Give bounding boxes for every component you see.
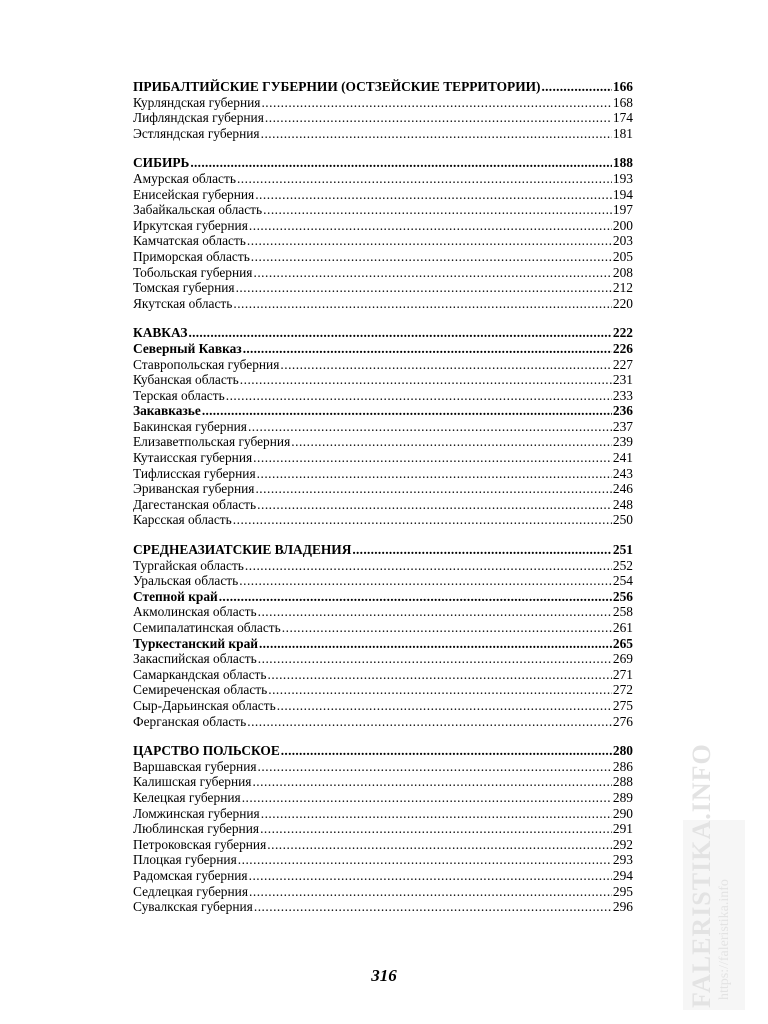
entry-title: Томская губерния (133, 280, 235, 296)
toc-entry (133, 265, 633, 281)
entry-page: 226 (612, 340, 633, 356)
toc-entry (133, 187, 633, 203)
entry-title: Ферганская область (133, 713, 247, 729)
entry-page: 280 (612, 743, 633, 759)
table-of-contents (133, 79, 633, 929)
dot-leader (251, 249, 612, 265)
entry-title: СРЕДНЕАЗИАТСКИЕ ВЛАДЕНИЯ (133, 542, 352, 558)
toc-section (133, 542, 633, 729)
dot-leader (263, 202, 612, 218)
entry-page: 220 (612, 295, 633, 311)
toc-entry (133, 667, 633, 683)
entry-title: Тобольская губерния (133, 264, 253, 280)
dot-leader (265, 110, 612, 126)
entry-title: Плоцкая губерния (133, 852, 237, 868)
toc-section (133, 79, 633, 141)
entry-page: 227 (612, 356, 633, 372)
entry-page: 241 (612, 450, 633, 466)
toc-heading (133, 589, 633, 605)
entry-title: Терская область (133, 387, 225, 403)
toc-entry (133, 512, 633, 528)
toc-entry (133, 280, 633, 296)
entry-page: 275 (612, 697, 633, 713)
dot-leader (240, 372, 612, 388)
entry-title: Ломжинская губерния (133, 805, 260, 821)
dot-leader (261, 806, 612, 822)
entry-page: 272 (612, 682, 633, 698)
entry-page: 254 (612, 573, 633, 589)
toc-heading (133, 542, 633, 558)
entry-page: 168 (612, 94, 633, 110)
entry-page: 205 (612, 248, 633, 264)
entry-page: 288 (612, 774, 633, 790)
toc-entry (133, 434, 633, 450)
entry-page: 269 (612, 651, 633, 667)
toc-heading (133, 155, 633, 171)
entry-page: 293 (612, 852, 633, 868)
watermark (683, 743, 745, 1010)
entry-page: 256 (612, 588, 633, 604)
dot-leader (267, 837, 612, 853)
entry-page: 188 (612, 155, 633, 171)
entry-title: Калишская губерния (133, 774, 252, 790)
toc-entry (133, 573, 633, 589)
entry-title: КАВКАЗ (133, 325, 188, 341)
entry-title: Степной край (133, 588, 218, 604)
toc-entry (133, 837, 633, 853)
entry-page: 291 (612, 821, 633, 837)
dot-leader (260, 821, 612, 837)
toc-entry (133, 714, 633, 730)
entry-page: 248 (612, 496, 633, 512)
toc-entry (133, 218, 633, 234)
entry-title: Ставропольская губерния (133, 356, 280, 372)
toc-entry (133, 388, 633, 404)
entry-title: Уральская область (133, 573, 239, 589)
toc-entry (133, 372, 633, 388)
entry-title: Эриванская губерния (133, 481, 255, 497)
toc-entry (133, 884, 633, 900)
entry-page: 252 (612, 557, 633, 573)
entry-page: 239 (612, 434, 633, 450)
entry-title: Семиреченская область (133, 682, 268, 698)
dot-leader (282, 620, 612, 636)
entry-page: 194 (612, 186, 633, 202)
dot-leader (243, 341, 612, 357)
toc-entry (133, 126, 633, 142)
dot-leader (253, 265, 611, 281)
toc-heading (133, 325, 633, 341)
entry-page: 289 (612, 789, 633, 805)
entry-title: Самаркандская область (133, 666, 267, 682)
dot-leader (258, 651, 612, 667)
entry-page: 233 (612, 387, 633, 403)
dot-leader (237, 171, 612, 187)
toc-entry (133, 852, 633, 868)
dot-leader (249, 218, 612, 234)
toc-heading (133, 743, 633, 759)
entry-title: Карсская область (133, 512, 232, 528)
toc-entry (133, 620, 633, 636)
entry-title: Бакинская губерния (133, 418, 247, 434)
dot-leader (291, 434, 612, 450)
dot-leader (257, 466, 612, 482)
entry-title: Закавказье (133, 403, 201, 419)
toc-entry (133, 171, 633, 187)
dot-leader (239, 573, 612, 589)
entry-title: Сувалкская губерния (133, 899, 253, 915)
entry-page: 271 (612, 666, 633, 682)
toc-heading (133, 403, 633, 419)
toc-entry (133, 698, 633, 714)
entry-title: Туркестанский край (133, 635, 259, 651)
entry-title: Иркутская губерния (133, 217, 248, 233)
toc-heading (133, 341, 633, 357)
entry-title: Амурская область (133, 170, 236, 186)
entry-title: Кутаисская губерния (133, 450, 253, 466)
toc-entry (133, 296, 633, 312)
entry-page: 203 (612, 233, 633, 249)
dot-leader (280, 357, 612, 373)
entry-page: 236 (612, 403, 633, 419)
entry-title: Варшавская губерния (133, 758, 257, 774)
entry-page: 251 (612, 542, 633, 558)
dot-leader (254, 899, 612, 915)
toc-entry (133, 497, 633, 513)
dot-leader (352, 542, 612, 558)
entry-title: СИБИРЬ (133, 155, 190, 171)
toc-entry (133, 806, 633, 822)
entry-page: 212 (612, 280, 633, 296)
entry-page: 290 (612, 805, 633, 821)
watermark-brand: FALERISTIKA.INFO (687, 743, 716, 1008)
toc-entry (133, 202, 633, 218)
dot-leader (247, 714, 612, 730)
page-number: 316 (371, 966, 397, 985)
entry-page: 250 (612, 512, 633, 528)
entry-title: Тифлисская губерния (133, 465, 256, 481)
entry-page: 231 (612, 372, 633, 388)
toc-entry (133, 419, 633, 435)
dot-leader (268, 682, 612, 698)
entry-title: Эстляндская губерния (133, 125, 260, 141)
entry-page: 296 (612, 899, 633, 915)
toc-entry (133, 604, 633, 620)
toc-entry (133, 466, 633, 482)
entry-page: 286 (612, 758, 633, 774)
entry-title: Северный Кавказ (133, 340, 242, 356)
dot-leader (188, 325, 611, 341)
entry-page: 237 (612, 418, 633, 434)
watermark-url: https://faleristika.info (717, 879, 732, 1000)
dot-leader (247, 233, 612, 249)
toc-entry (133, 759, 633, 775)
dot-leader (249, 884, 612, 900)
entry-title: Люблинская губерния (133, 821, 260, 837)
dot-leader (255, 187, 612, 203)
dot-leader (259, 636, 612, 652)
toc-entry (133, 450, 633, 466)
dot-leader (236, 280, 612, 296)
entry-title: Камчатская область (133, 233, 246, 249)
toc-heading (133, 79, 633, 95)
toc-section (133, 155, 633, 311)
entry-page: 166 (612, 79, 633, 94)
toc-entry (133, 558, 633, 574)
dot-leader (261, 126, 612, 142)
dot-leader (202, 403, 612, 419)
entry-page: 208 (612, 264, 633, 280)
dot-leader (253, 450, 612, 466)
entry-page: 261 (612, 620, 633, 635)
dot-leader (277, 698, 612, 714)
dot-leader (248, 419, 612, 435)
toc-entry (133, 790, 633, 806)
toc-heading (133, 636, 633, 652)
toc-entry (133, 357, 633, 373)
entry-title: Кубанская область (133, 372, 239, 388)
entry-title: Дагестанская область (133, 496, 257, 512)
dot-leader (219, 589, 612, 605)
dot-leader (233, 512, 612, 528)
toc-entry (133, 899, 633, 915)
entry-title: Закаспийская область (133, 651, 257, 667)
entry-page: 276 (612, 713, 633, 729)
entry-title: Семипалатинская область (133, 620, 281, 635)
entry-title: Енисейская губерния (133, 186, 255, 202)
entry-title: Забайкальская область (133, 202, 263, 218)
entry-page: 243 (612, 465, 633, 481)
entry-page: 174 (612, 110, 633, 126)
toc-entry (133, 868, 633, 884)
entry-title: Приморская область (133, 248, 250, 264)
toc-section (133, 325, 633, 528)
entry-title: ПРИБАЛТИЙСКИЕ ГУБЕРНИИ (ОСТЗЕЙСКИЕ ТЕРРИТОРИИ) (133, 79, 541, 94)
entry-title: ЦАРСТВО ПОЛЬСКОЕ (133, 743, 280, 759)
toc-entry (133, 481, 633, 497)
toc-entry (133, 682, 633, 698)
entry-title: Седлецкая губерния (133, 883, 248, 899)
entry-page: 181 (612, 125, 633, 141)
entry-page: 295 (612, 883, 633, 899)
entry-title: Курляндская губерния (133, 94, 261, 110)
dot-leader (249, 868, 612, 884)
toc-entry (133, 95, 633, 111)
toc-entry (133, 651, 633, 667)
toc-entry (133, 233, 633, 249)
entry-title: Тургайская область (133, 557, 244, 573)
toc-entry (133, 249, 633, 265)
entry-title: Якутская область (133, 295, 233, 311)
entry-page: 265 (612, 635, 633, 651)
dot-leader (257, 497, 612, 513)
entry-title: Сыр-Дарьинская область (133, 697, 276, 713)
entry-page: 222 (612, 325, 633, 341)
dot-leader (190, 155, 612, 171)
toc-entry (133, 774, 633, 790)
entry-title: Елизаветпольская губерния (133, 434, 291, 450)
entry-page: 200 (612, 217, 633, 233)
entry-title: Радомская губерния (133, 867, 248, 883)
entry-page: 246 (612, 481, 633, 497)
dot-leader (261, 95, 611, 111)
entry-title: Келецкая губерния (133, 789, 241, 805)
dot-leader (242, 790, 612, 806)
entry-page: 258 (612, 604, 633, 620)
dot-leader (258, 604, 612, 620)
entry-page: 294 (612, 867, 633, 883)
dot-leader (268, 667, 612, 683)
toc-entry (133, 110, 633, 126)
dot-leader (281, 743, 612, 759)
dot-leader (226, 388, 612, 404)
toc-section (133, 743, 633, 915)
dot-leader (245, 558, 612, 574)
entry-page: 292 (612, 836, 633, 852)
dot-leader (258, 759, 612, 775)
entry-title: Петроковская губерния (133, 836, 267, 852)
dot-leader (255, 481, 611, 497)
dot-leader (233, 296, 612, 312)
entry-title: Лифляндская губерния (133, 110, 264, 126)
entry-page: 197 (612, 202, 633, 218)
dot-leader (238, 852, 612, 868)
dot-leader (542, 79, 612, 95)
entry-page: 193 (612, 170, 633, 186)
dot-leader (252, 774, 611, 790)
entry-title: Акмолинская область (133, 604, 257, 620)
toc-entry (133, 821, 633, 837)
